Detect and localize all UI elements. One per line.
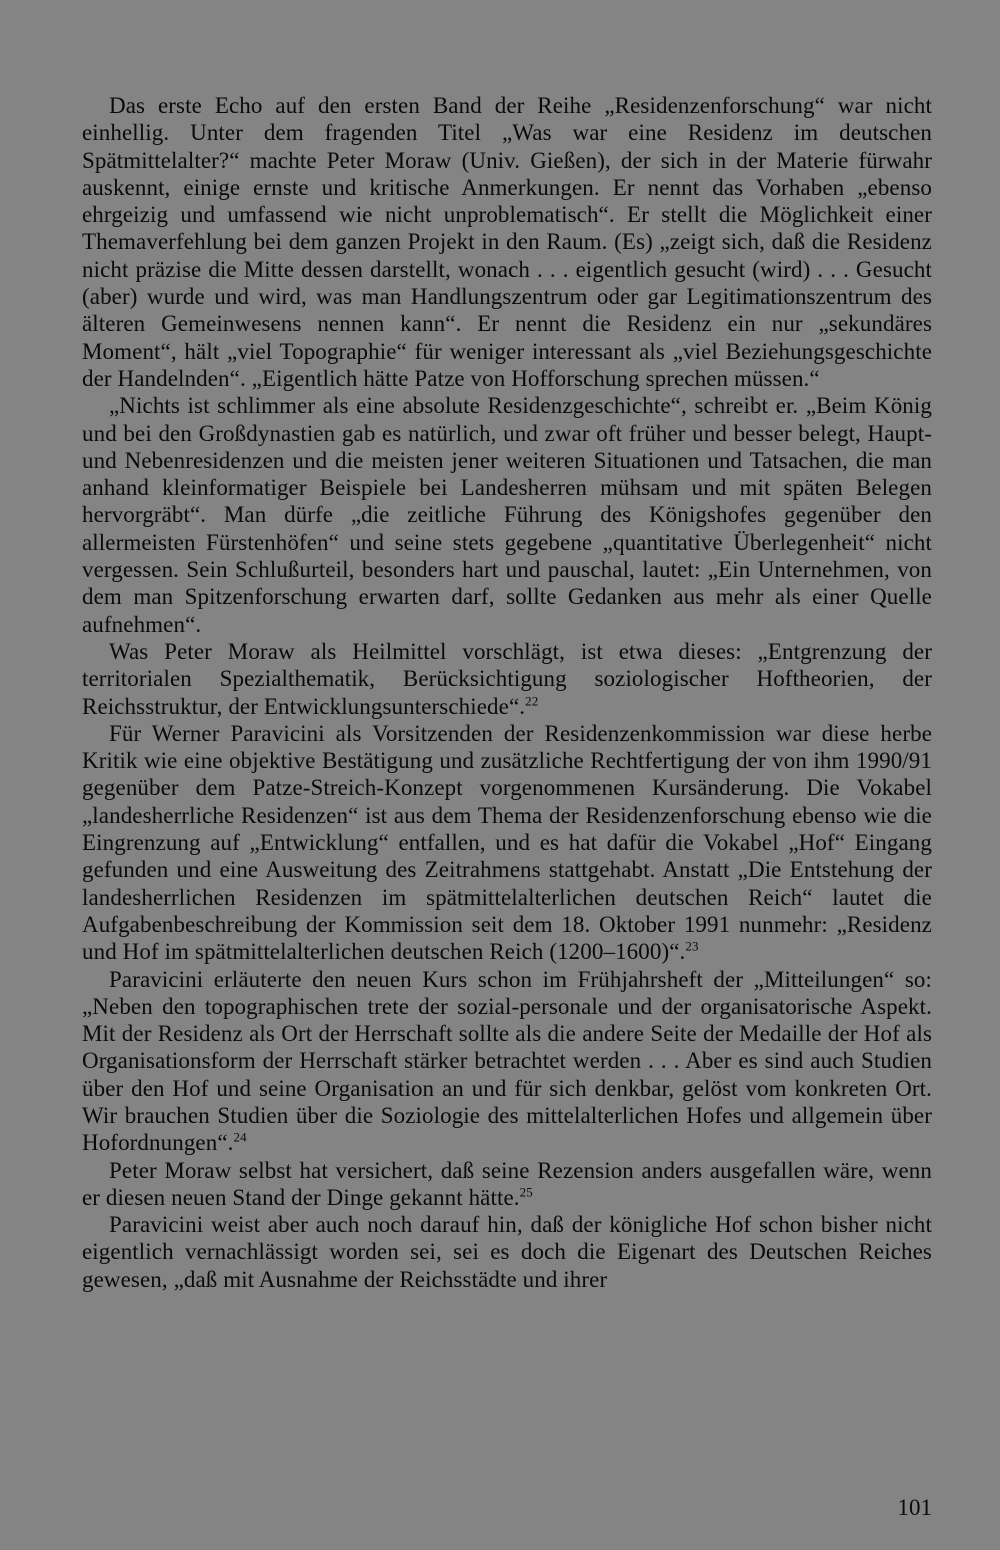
paragraph-text: Paravicini erläuterte den neuen Kurs schon im Frühjahrsheft der „Mitteilungen“ so: „Neben den topographischen trete der sozial-personale und der organisatorische Aspekt. Mit der Residenz als Ort der Herrschaft sollte als die andere Seite der Medaille der Hof als Organisationsform der Herrschaft stärker betrachtet werden . . . Aber es sind auch Studien über den Hof und seine Organisation an und für sich denkbar, gelöst vom konkreten Ort. Wir brauchen Studien über die Soziologie des mittelalterlichen Hofes und allgemein über Hofordnungen“. [82,966,932,1156]
footnote-marker: 23 [685,938,699,954]
page-body [82,92,932,1293]
paragraph-6 [82,1157,932,1212]
page-number: 101 [897,1495,932,1520]
footnote-marker: 24 [233,1129,247,1145]
paragraph-text: Peter Moraw selbst hat versichert, daß seine Rezension anders ausgefallen wäre, wenn er diesen neuen Stand der Dinge gekannt hätte. [82,1157,932,1210]
paragraph-7 [82,1211,932,1293]
footnote-marker: 25 [519,1184,533,1200]
paragraph-2 [82,392,932,638]
paragraph-5 [82,966,932,1157]
paragraph-text: Für Werner Paravicini als Vorsitzenden der Residenzenkommission war diese herbe Kritik wie eine objektive Bestätigung und zusätzliche Rechtfertigung der von ihm 1990/91 gegenüber dem Patze-Streich-Konzept vorgenommenen Kursänderung. Die Vokabel „landesherrliche Residenzen“ ist aus dem Thema der Residenzenforschung ebenso wie die Eingrenzung auf „Entwicklung“ entfallen, und es hat dafür die Vokabel „Hof“ Eingang gefunden und eine Ausweitung des Zeitrahmens stattgehabt. Anstatt „Die Entstehung der landesherrlichen Residenzen im spätmittelalterlichen deutschen Reich“ lautet die Aufgabenbeschreibung der Kommission seit dem 18. Oktober 1991 nunmehr: „Residenz und Hof im spätmittelalterlichen deutschen Reich (1200–1600)“. [82,720,932,965]
paragraph-text: „Nichts ist schlimmer als eine absolute Residenzgeschichte“, schreibt er. „Beim König und bei den Großdynastien gab es natürlich, und zwar oft früher und besser belegt, Haupt- und Nebenresidenzen und die meisten jener weiteren Situationen und Tatsachen, die man anhand kleinformatiger Beispiele bei Landesherren mühsam und mit späten Belegen hervorgräbt“. Man dürfe „die zeitliche Führung des Königshofes gegenüber den allermeisten Fürstenhöfen“ und seine stets gegebene „quantitative Überlegenheit“ nicht vergessen. Sein Schlußurteil, besonders hart und pauschal, lautet: „Ein Unternehmen, von dem man Spitzenforschung erwarten darf, sollte Gedanken aus mehr als einer Quelle aufnehmen“. [82,393,932,637]
paragraph-text: Was Peter Moraw als Heilmittel vorschlägt, ist etwa dieses: „Entgrenzung der territorialen Spezialthematik, Berücksichtigung soziologischer Hoftheorien, der Reichsstruktur, der Entwicklungsunterschiede“. [82,638,932,719]
footnote-marker: 22 [525,692,539,708]
paragraph-4 [82,720,932,966]
paragraph-3 [82,638,932,720]
paragraph-text: Das erste Echo auf den ersten Band der Reihe „Residenzenforschung“ war nicht einhellig. Unter dem fragenden Titel „Was war eine Residenz im deutschen Spätmittelalter?“ machte Peter Moraw (Univ. Gießen), der sich in der Materie fürwahr auskennt, einige ernste und kritische Anmerkungen. Er nennt das Vorhaben „ebenso ehrgeizig und umfassend wie nicht unproblematisch“. Er stellt die Möglichkeit einer Themaverfehlung bei dem ganzen Projekt in den Raum. (Es) „zeigt sich, daß die Residenz nicht präzise die Mitte dessen darstellt, wonach . . . eigentlich gesucht (wird) . . . Gesucht (aber) wurde und wird, was man Handlungszentrum oder gar Legitimationszentrum des älteren Gemeinwesens nennen kann“. Er nennt die Residenz ein nur „sekundäres Moment“, hält „viel Topographie“ für weniger interessant als „viel Beziehungsgeschichte der Handelnden“. „Eigentlich hätte Patze von Hofforschung sprechen müssen.“ [82,93,932,391]
paragraph-text: Paravicini weist aber auch noch darauf hin, daß der königliche Hof schon bisher nicht eigentlich vernachlässigt worden sei, sei es doch die Eigenart des Deutschen Reiches gewesen, „daß mit Ausnahme der Reichsstädte und ihrer [82,1212,932,1292]
paragraph-1 [82,92,932,392]
